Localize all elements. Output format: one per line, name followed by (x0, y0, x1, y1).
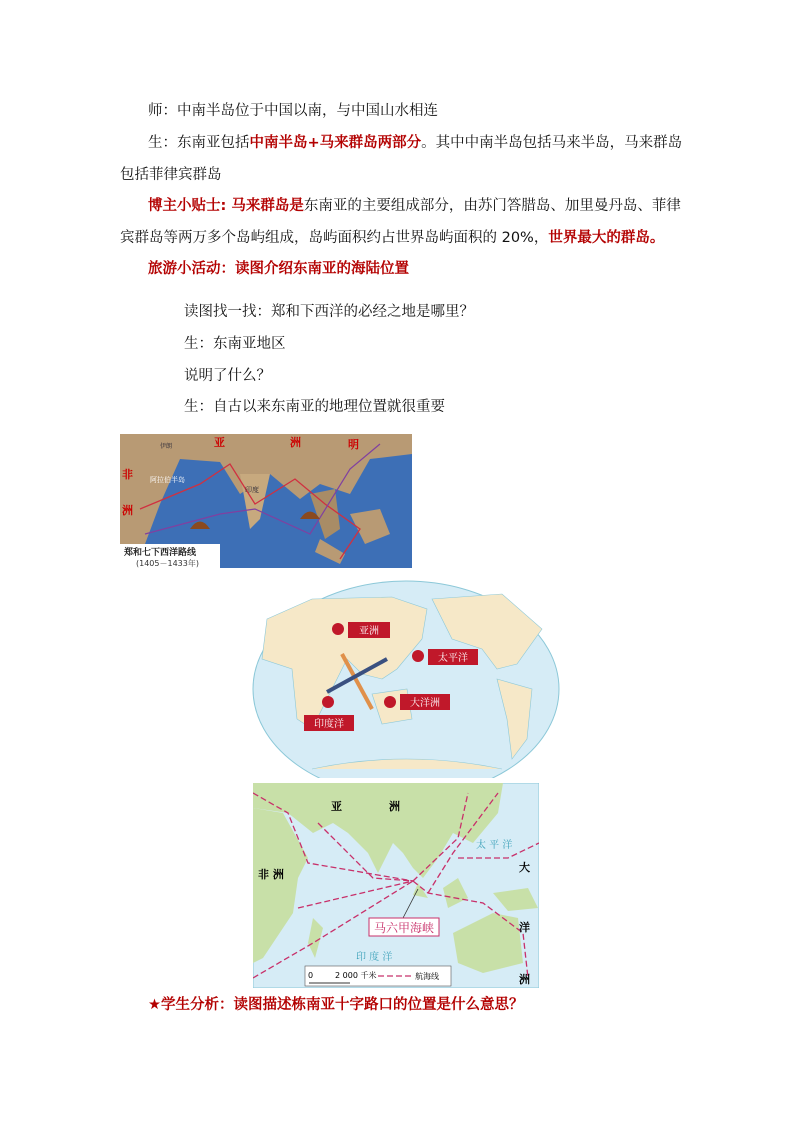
answer-1: 生：东南亚地区 (184, 336, 286, 352)
tip-body: 东南亚的主要组成部分，由苏门答腊岛、加里曼丹岛、菲律宾群岛等两万多个岛屿组成，岛屿面积约占世界岛屿面积的 20%， (120, 198, 681, 246)
blogger-tip (120, 191, 685, 254)
label-asia-1: 亚 (214, 436, 225, 449)
teacher-line: 师：中南半岛位于中国以南，与中国山水相连 (148, 103, 438, 119)
label-arabia: 阿拉伯半岛 (150, 476, 185, 484)
student-answer-1 (120, 128, 685, 191)
world-position-map (252, 579, 560, 778)
answer-2: 生：自古以来东南亚的地理位置就很重要 (184, 399, 445, 415)
tip-label: 博主小贴士: 马来群岛是 (148, 198, 304, 214)
label-oceania-3: 洲 (519, 973, 530, 986)
label-africa-1: 非 (122, 468, 133, 481)
label-pacific: 太平洋 (438, 653, 468, 664)
malacca-strait-map (253, 783, 539, 988)
map-caption: 郑和七下西洋路线 (124, 548, 197, 558)
scale-label: 2 000 千米 (335, 971, 377, 980)
label-oceania-2: 洋 (519, 921, 530, 934)
student-analysis: ★学生分析：读图描述栋南亚十字路口的位置是什么意思？ (148, 997, 524, 1013)
map-caption-years: (1405－1433年) (136, 559, 199, 568)
label-pacific: 太 平 洋 (476, 840, 513, 851)
label-asia-1: 亚 (331, 800, 342, 813)
label-oceania-1: 大 (519, 861, 530, 874)
label-india: 印度 (245, 486, 259, 494)
tip-highlight: 世界最大的群岛。 (548, 229, 665, 246)
label-malacca-strait: 马六甲海峡 (373, 921, 435, 935)
label-asia: 亚洲 (359, 626, 379, 637)
label-asia-2: 洲 (290, 436, 301, 449)
label-indian-ocean: 印度洋 (314, 719, 344, 730)
label-ming: 明 (348, 438, 359, 451)
label-asia-2: 洲 (389, 800, 400, 813)
zhenghe-voyage-map (120, 434, 412, 568)
legend-route: 航海线 (415, 972, 439, 981)
question-2: 说明了什么？ (184, 368, 271, 384)
student-suffix: 。其中中南半岛包括马来半岛，马来群岛包括菲律宾群岛 (120, 135, 683, 183)
question-1: 读图找一找：郑和下西洋的必经之地是哪里？ (184, 304, 474, 320)
label-iran: 伊朗 (160, 443, 173, 450)
activity-heading: 旅游小活动：读图介绍东南亚的海陆位置 (148, 261, 409, 277)
student-prefix: 生：东南亚包括 (148, 135, 250, 151)
student-highlight: 中南半岛+马来群岛两部分 (249, 135, 422, 151)
label-africa-2: 洲 (122, 504, 133, 517)
label-oceania: 大洋洲 (410, 698, 440, 709)
label-africa: 非 洲 (258, 868, 284, 881)
scale-zero: 0 (308, 971, 314, 980)
label-indian-ocean: 印 度 洋 (356, 952, 393, 963)
